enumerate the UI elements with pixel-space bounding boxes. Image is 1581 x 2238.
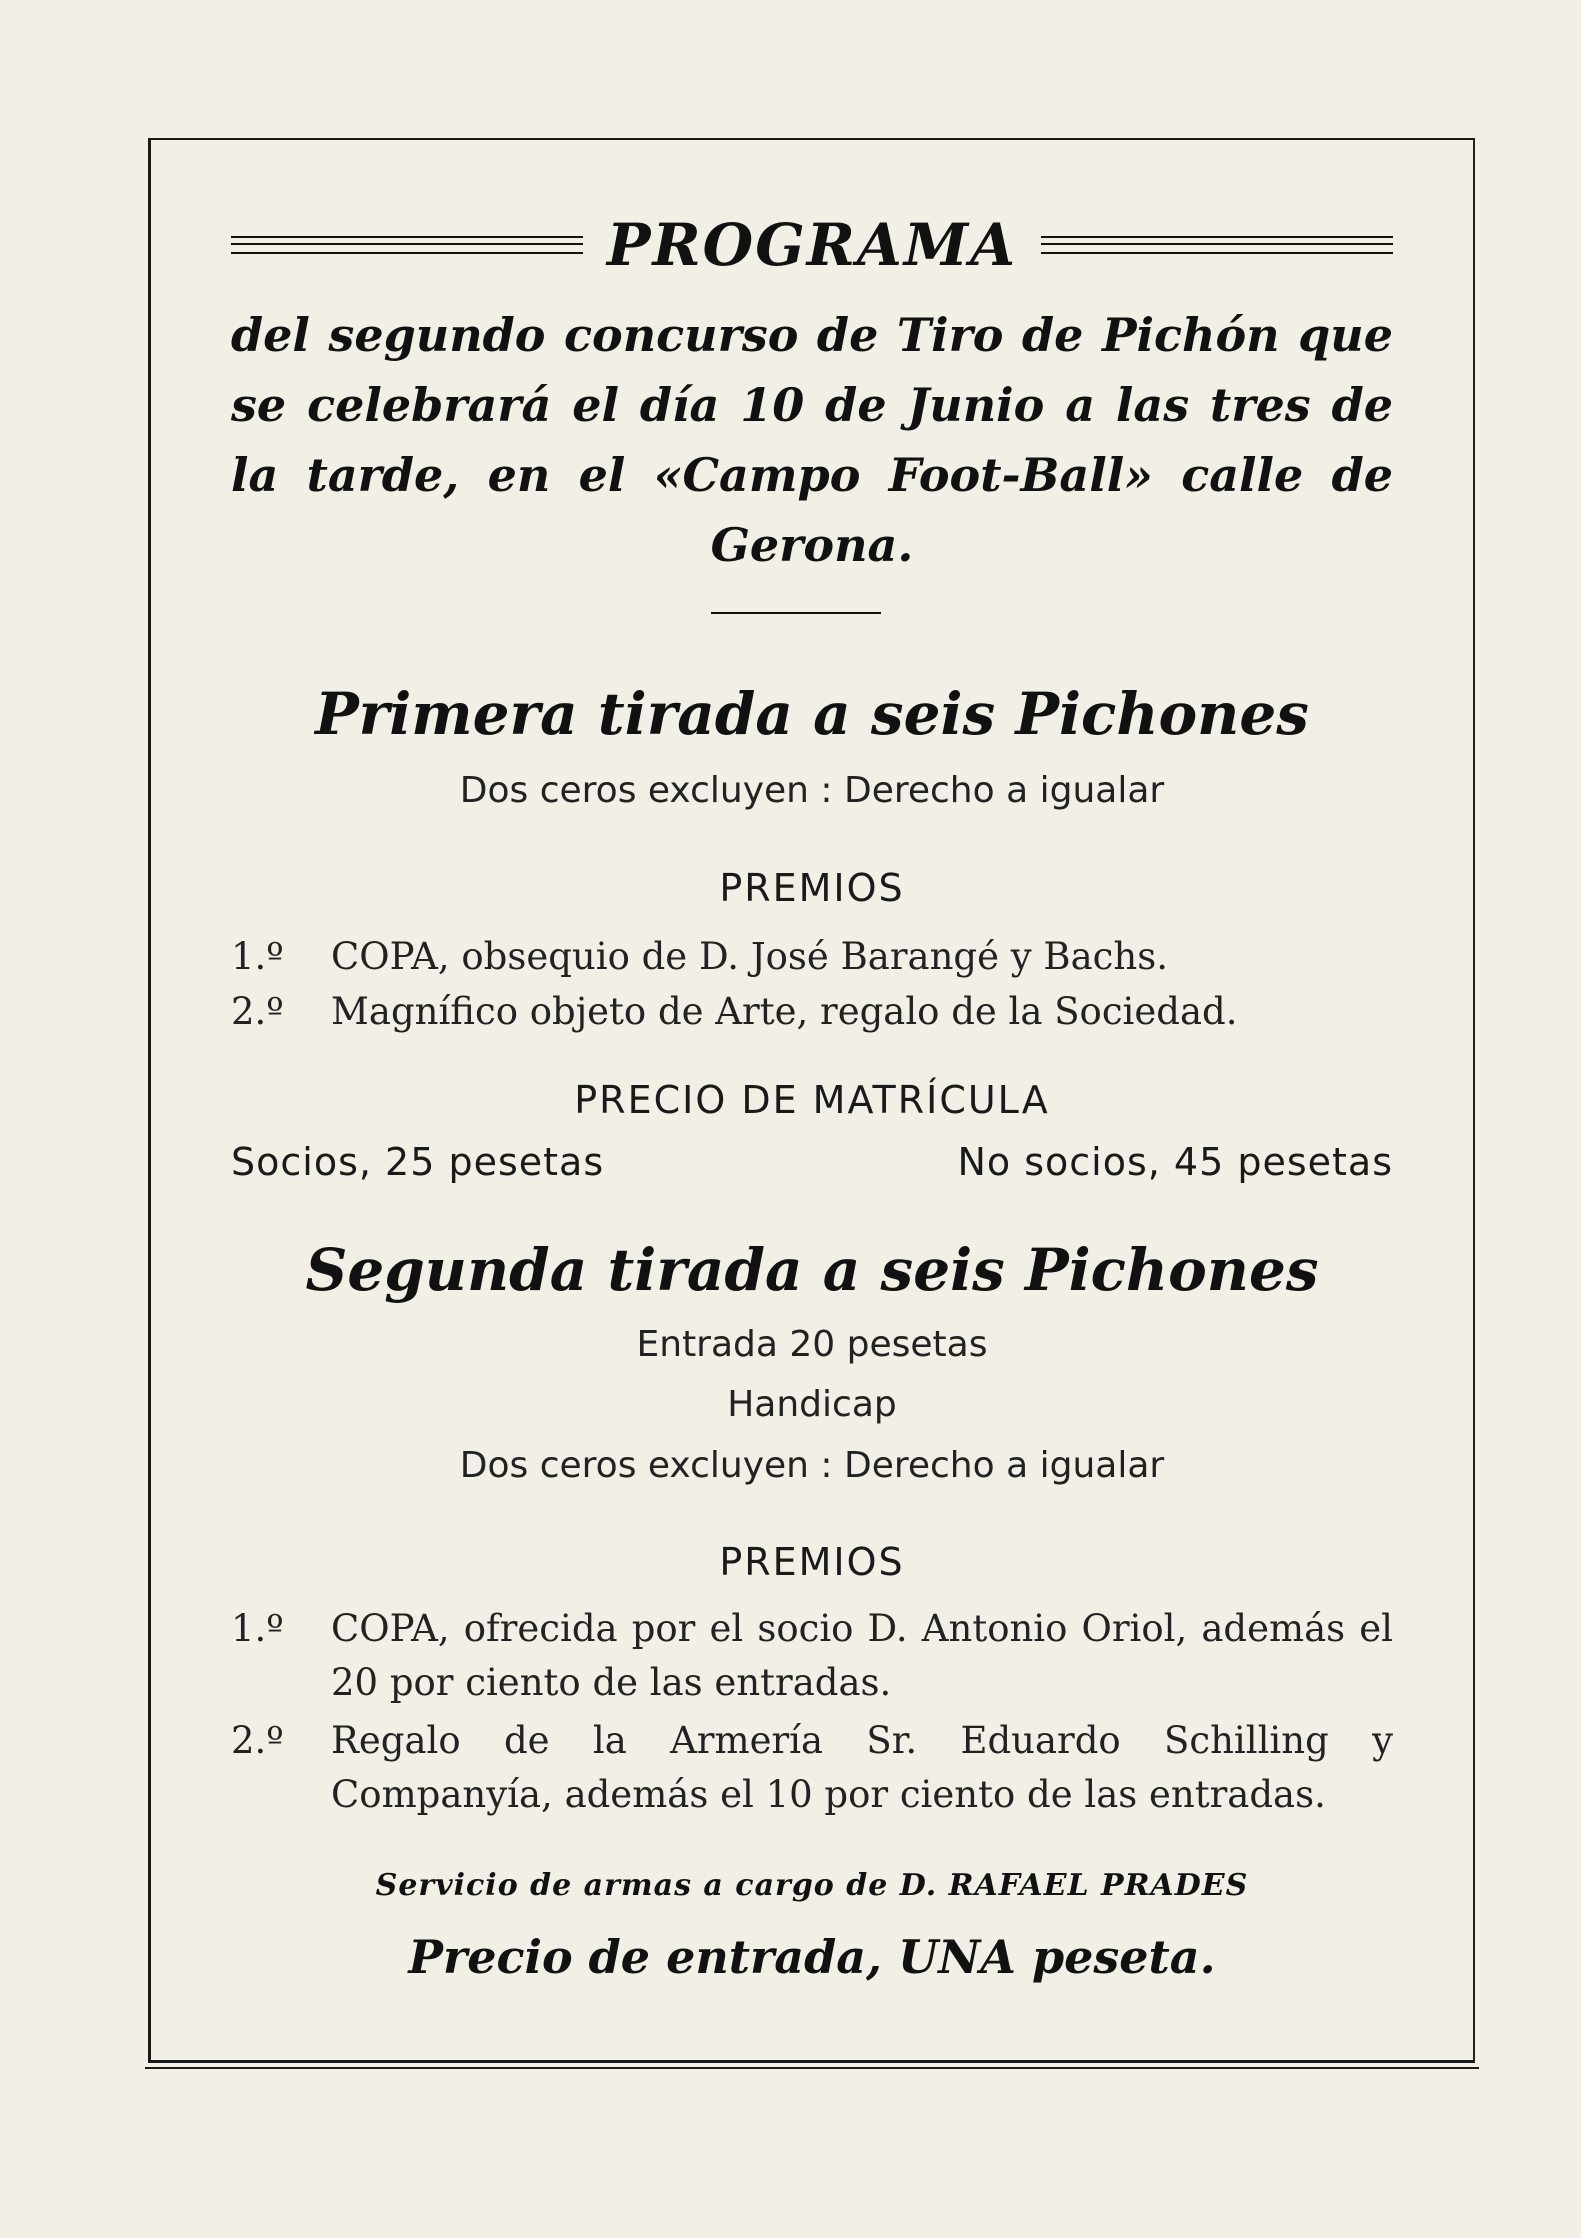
precio-entrada: Precio de entrada, UNA peseta.	[408, 1930, 1216, 1984]
primera-tirada-rule: Dos ceros excluyen : Derecho a igualar	[459, 770, 1165, 811]
segunda-entrada: Entrada 20 pesetas	[636, 1324, 988, 1365]
segunda-tirada-heading: Segunda tirada a seis Pichones	[305, 1236, 1319, 1304]
prize-text: Magnífico objeto de Arte, regalo de la Sociedad.	[331, 990, 1238, 1033]
segunda-prize-2	[231, 1714, 1393, 1822]
matricula-label: PRECIO DE MATRÍCULA	[574, 1078, 1050, 1122]
primera-premios-label: PREMIOS	[719, 866, 905, 910]
segunda-tirada-rule: Dos ceros excluyen : Derecho a igualar	[459, 1445, 1165, 1486]
primera-prize-2	[231, 985, 1393, 1039]
segunda-premios-label: PREMIOS	[719, 1540, 905, 1584]
socios-fee: Socios, 25 pesetas	[231, 1140, 605, 1184]
program-title: PROGRAMA	[606, 211, 1018, 279]
left-ornament-rule	[231, 236, 583, 254]
prize-text: COPA, ofrecida por el socio D. Antonio Oriol, además el 20 por ciento de las entradas.	[331, 1607, 1393, 1704]
primera-tirada-heading: Primera tirada a seis Pichones	[315, 680, 1309, 748]
prize-number: 2.º	[231, 990, 284, 1033]
program-intro: del segundo concurso de Tiro de Pichón que se celebrará el día 10 de Junio a las tres de la tarde, en el «Campo Foot-Ball» calle de Gerona.	[231, 308, 1393, 572]
prize-number: 2.º	[231, 1719, 284, 1762]
prize-text: Regalo de la Armería Sr. Eduardo Schilling y Companyía, además el 10 por ciento de las entradas.	[331, 1719, 1393, 1816]
program-frame	[148, 138, 1475, 2063]
servicio-armas: Servicio de armas a cargo de D. RAFAEL PRADES	[375, 1868, 1249, 1903]
right-ornament-rule	[1041, 236, 1393, 254]
segunda-prize-1	[231, 1602, 1393, 1710]
prize-number: 1.º	[231, 1607, 284, 1650]
no-socios-fee: No socios, 45 pesetas	[957, 1140, 1393, 1184]
segunda-handicap: Handicap	[727, 1384, 897, 1425]
title-row	[231, 210, 1393, 280]
prize-text: COPA, obsequio de D. José Barangé y Bachs.	[331, 935, 1168, 978]
prize-number: 1.º	[231, 935, 284, 978]
primera-prize-1	[231, 930, 1393, 984]
section-divider	[711, 612, 881, 614]
matricula-fees	[231, 1140, 1393, 1184]
